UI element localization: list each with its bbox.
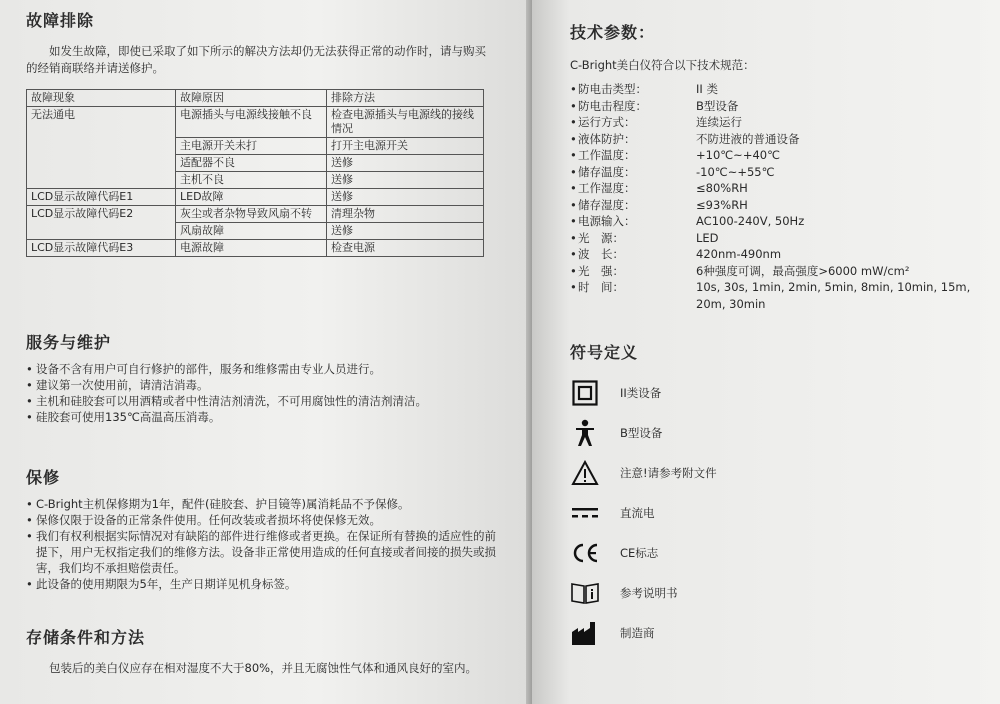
symbol-row — [570, 613, 990, 653]
storage-title: 存储条件和方法 — [26, 628, 146, 647]
cause-cell: 风扇故障 — [176, 223, 327, 240]
warranty-section — [26, 465, 496, 592]
spec-row — [570, 279, 990, 312]
symbol-label: 直流电 — [620, 506, 655, 520]
spec-row — [570, 230, 990, 247]
symptom-cell: 无法通电 — [27, 107, 176, 189]
storage-text: 包装后的美白仪应存在相对湿度不大于80%，并且无腐蚀性气体和通风良好的室内。 — [49, 661, 478, 675]
list-item: • 硅胶套可使用135℃高温高压消毒。 — [26, 409, 496, 425]
troubleshooting-table — [26, 89, 484, 257]
spec-label: • 防电击类型： — [570, 81, 696, 98]
spec-row — [570, 147, 990, 164]
list-item: • 保修仅限于设备的正常条件使用。任何改装或者损坏将使保修无效。 — [26, 512, 496, 528]
fix-cell: 检查电源插头与电源线的接线情况 — [327, 107, 484, 138]
type-b-icon — [570, 418, 600, 448]
spec-row — [570, 81, 990, 98]
fix-cell: 送修 — [327, 189, 484, 206]
service-section — [26, 330, 496, 425]
spec-label: • 储存湿度： — [570, 197, 696, 214]
symbol-label: CE标志 — [620, 546, 659, 560]
spec-label: • 波 长： — [570, 246, 696, 263]
header-cause: 故障原因 — [176, 90, 327, 107]
spec-label: • 防电击程度： — [570, 98, 696, 115]
spec-row — [570, 98, 990, 115]
spec-row — [570, 114, 990, 131]
spec-label: • 工作温度： — [570, 147, 696, 164]
symptom-cell: LCD显示故障代码E3 — [27, 240, 176, 257]
spec-label: • 储存温度： — [570, 164, 696, 181]
symbol-label: 注意!请参考附文件 — [620, 466, 717, 480]
symbol-row — [570, 373, 990, 413]
spec-value: ≤80%RH — [696, 181, 748, 195]
warranty-list — [26, 496, 496, 592]
spec-value: II 类 — [696, 82, 718, 96]
ce-mark-icon — [570, 538, 600, 568]
spec-row — [570, 131, 990, 148]
troubleshooting-title: 故障排除 — [26, 11, 95, 30]
spec-value: +10℃~+40℃ — [696, 148, 781, 162]
symbol-label: 参考说明书 — [620, 586, 678, 600]
spec-value: ≤93%RH — [696, 197, 748, 212]
service-title: 服务与维护 — [26, 333, 112, 352]
service-list — [26, 361, 496, 425]
symbol-row — [570, 413, 990, 453]
cause-cell: 主电源开关未打 — [176, 138, 327, 155]
list-item: • 建议第一次使用前，请清洁消毒。 — [26, 377, 496, 393]
fix-cell: 检查电源 — [327, 240, 484, 257]
symbol-row — [570, 573, 990, 613]
symbols-title: 符号定义 — [570, 343, 639, 362]
fix-cell: 送修 — [327, 155, 484, 172]
spec-label: • 液体防护： — [570, 131, 696, 148]
spec-value: LED — [696, 230, 719, 245]
spec-value: 10s, 30s, 1min, 2min, 5min, 8min, 10min, 15m, 20m, 30min — [696, 280, 971, 311]
troubleshooting-section — [26, 8, 496, 257]
table-row — [27, 206, 484, 223]
fix-cell: 送修 — [327, 223, 484, 240]
spec-row — [570, 263, 990, 280]
cause-cell: LED故障 — [176, 189, 327, 206]
caution-icon — [570, 458, 600, 488]
table-row — [27, 107, 484, 138]
symptom-cell: LCD显示故障代码E1 — [27, 189, 176, 206]
symbol-label: II类设备 — [620, 386, 662, 400]
symbols-section — [570, 340, 990, 653]
spec-value: AC100-240V, 50Hz — [696, 214, 805, 228]
spec-value: 连续运行 — [696, 115, 742, 129]
class-ii-icon — [570, 378, 600, 408]
tech-specs-intro: C-Bright美白仪符合以下技术规范： — [570, 58, 755, 72]
spec-row — [570, 164, 990, 181]
right-page — [532, 0, 1000, 704]
table-header-row — [27, 90, 484, 107]
list-item: • C-Bright主机保修期为1年，配件(硅胶套、护目镜等)属消耗品不予保修。 — [26, 496, 496, 512]
spec-value: 6种强度可调，最高强度>6000 mW/cm² — [696, 263, 910, 278]
spec-label: • 光 源： — [570, 230, 696, 247]
cause-cell: 电源插头与电源线接触不良 — [176, 107, 327, 138]
storage-section — [26, 625, 496, 677]
symbol-row — [570, 493, 990, 533]
spec-value: 420nm-490nm — [696, 247, 782, 261]
spec-row — [570, 213, 990, 230]
fix-cell: 清理杂物 — [327, 206, 484, 223]
spec-row — [570, 180, 990, 197]
troubleshooting-intro: 如发生故障，即使已采取了如下所示的解决方法却仍无法获得正常的动作时，请与购买的经销商联络并请送修护。 — [26, 44, 486, 75]
list-item: • 主机和硅胶套可以用酒精或者中性清洁剂清洗，不可用腐蚀性的清洁剂清洁。 — [26, 393, 496, 409]
spec-value: 不防进液的普通设备 — [696, 131, 800, 146]
spec-value: B型设备 — [696, 98, 739, 113]
spec-label: • 工作湿度： — [570, 180, 696, 197]
header-fix: 排除方法 — [327, 90, 484, 107]
cause-cell: 适配器不良 — [176, 155, 327, 172]
symbol-row — [570, 453, 990, 493]
warranty-title: 保修 — [26, 468, 61, 487]
spec-label: • 电源输入： — [570, 213, 696, 230]
fix-cell: 打开主电源开关 — [327, 138, 484, 155]
table-row — [27, 240, 484, 257]
header-symptom: 故障现象 — [27, 90, 176, 107]
spec-value: -10℃~+55℃ — [696, 164, 775, 179]
symbol-label: B型设备 — [620, 426, 663, 440]
tech-specs-title: 技术参数： — [570, 23, 656, 42]
symbol-row — [570, 533, 990, 573]
manufacturer-icon — [570, 618, 600, 648]
spec-label: • 运行方式： — [570, 114, 696, 131]
cause-cell: 灰尘或者杂物导致风扇不转 — [176, 206, 327, 223]
manual-icon — [570, 578, 600, 608]
list-item: • 设备不含有用户可自行修护的部件，服务和维修需由专业人员进行。 — [26, 361, 496, 377]
symptom-cell: LCD显示故障代码E2 — [27, 206, 176, 240]
spec-row — [570, 246, 990, 263]
spec-label: • 光 强： — [570, 263, 696, 280]
table-row — [27, 189, 484, 206]
direct-current-icon — [570, 498, 600, 528]
spec-label: • 时 间： — [570, 279, 696, 312]
fix-cell: 送修 — [327, 172, 484, 189]
symbol-label: 制造商 — [620, 626, 655, 640]
list-item: • 此设备的使用期限为5年，生产日期详见机身标签。 — [26, 576, 496, 592]
list-item: • 我们有权利根据实际情况对有缺陷的部件进行维修或者更换。在保证所有替换的适应性的前提下，用户无权指定我们的维修方法。设备非正常使用造成的任何直接或者间接的损失或损害，我们均不承担赔偿责任。 — [26, 528, 496, 576]
cause-cell: 主机不良 — [176, 172, 327, 189]
tech-specs-section — [570, 20, 990, 312]
spec-row — [570, 197, 990, 214]
cause-cell: 电源故障 — [176, 240, 327, 257]
